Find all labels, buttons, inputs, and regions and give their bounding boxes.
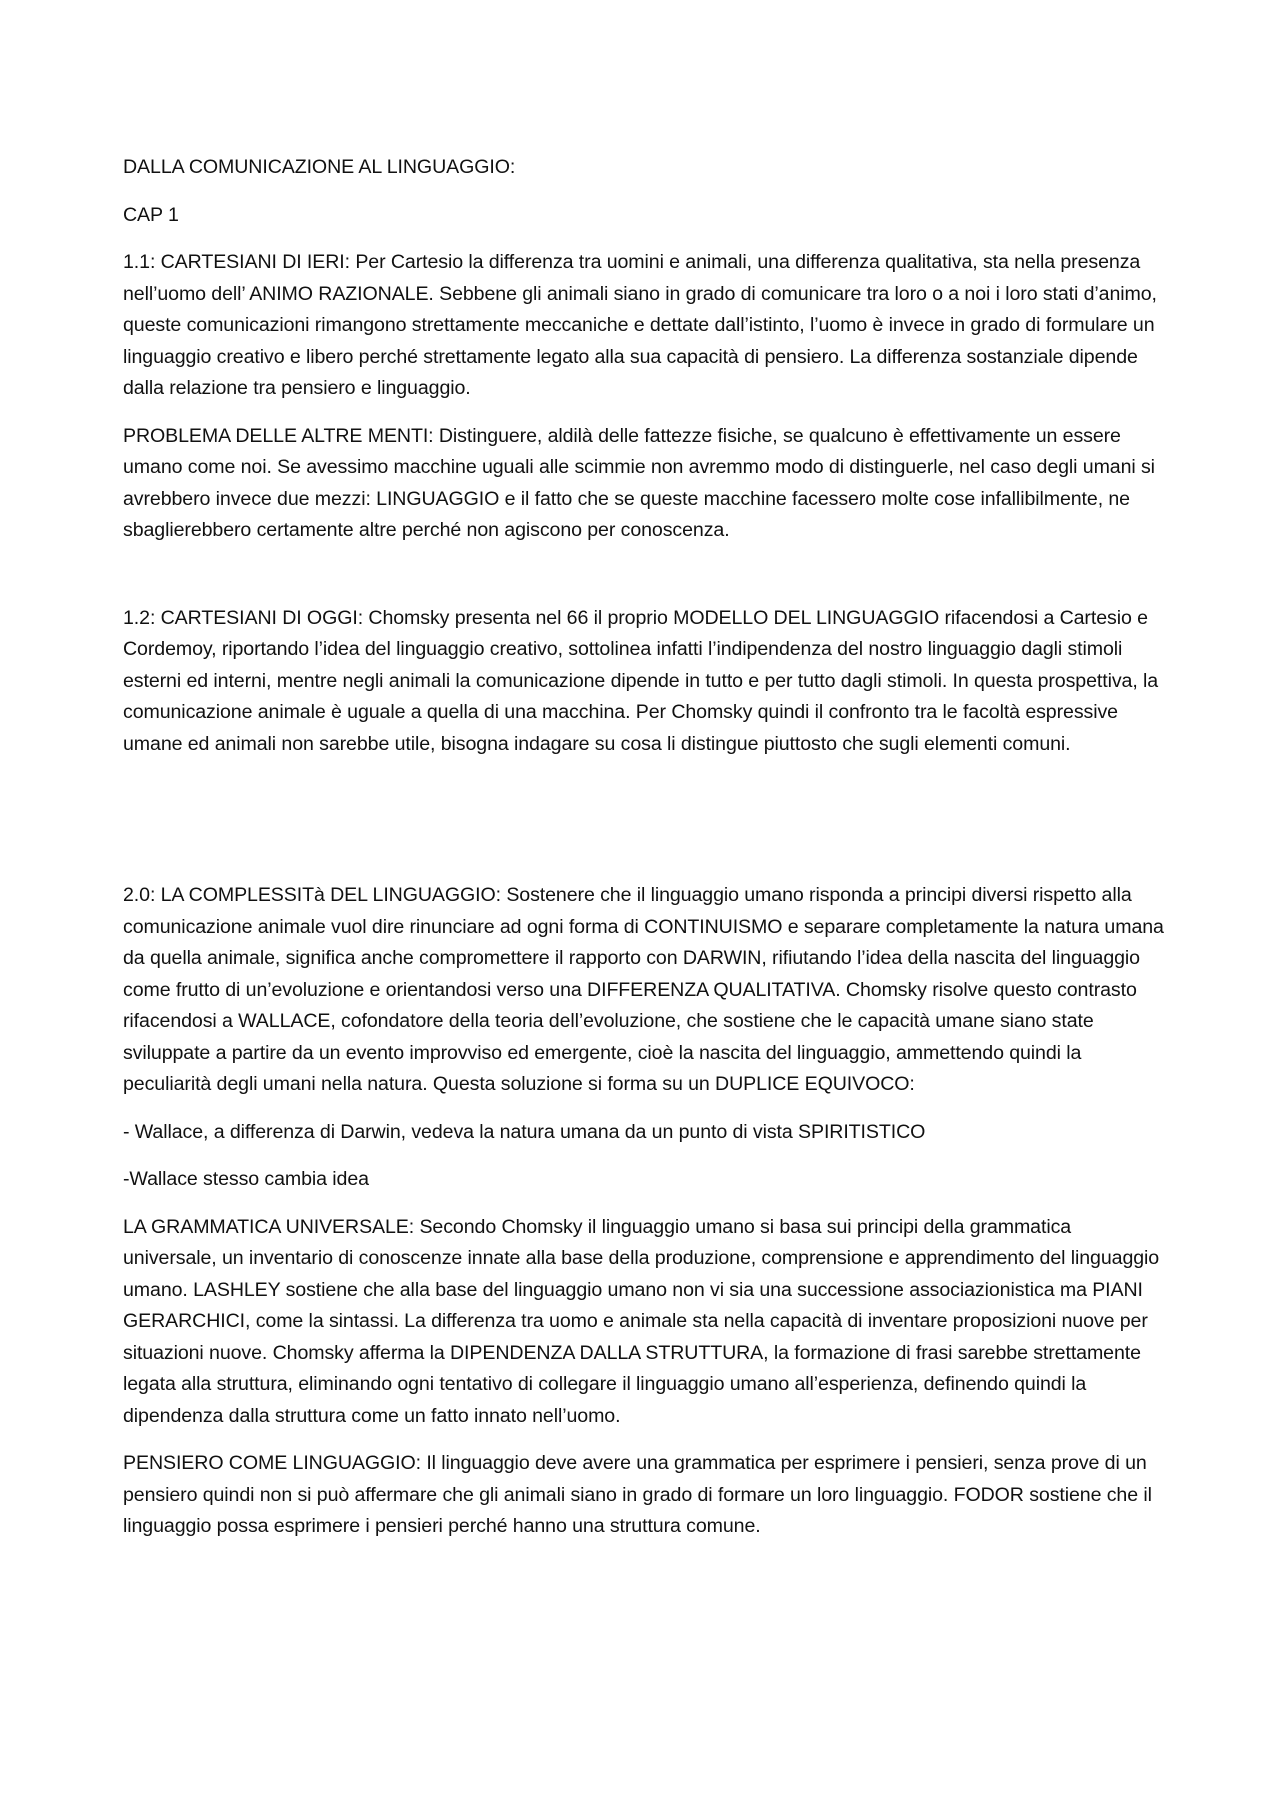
- paragraph-complessita-linguaggio: 2.0: LA COMPLESSITà DEL LINGUAGGIO: Sostenere che il linguaggio umano risponda a principi diversi rispetto alla comunicazione animale vuol dire rinunciare ad ogni forma di CONTINUISMO e separare completamente la natura umana da quella animale, significa anche compromettere il rapporto con DARWIN, rifiutando l’idea della nascita del linguaggio come frutto di un’evoluzione e orientandosi verso una DIFFERENZA QUALITATIVA. Chomsky risolve questo contrasto rifacendosi a WALLACE, cofondatore della teoria dell’evoluzione, che sostiene che le capacità umane siano state sviluppate a partire da un evento improvviso ed emergente, cioè la nascita del linguaggio, ammettendo quindi la peculiarità degli umani nella natura. Questa soluzione si forma su un DUPLICE EQUIVOCO:: [123, 884, 1164, 1095]
- paragraph-pensiero-come-linguaggio: PENSIERO COME LINGUAGGIO: Il linguaggio deve avere una grammatica per esprimere i pensieri, senza prove di un pensiero quindi non si può affermare che gli animali siano in grado di formare un loro linguaggio. FODOR sostiene che il linguaggio possa esprimere i pensieri perché hanno una struttura comune.: [123, 1452, 1152, 1537]
- list-item-wallace-cambia-idea: -Wallace stesso cambia idea: [123, 1168, 369, 1190]
- paragraph-cartesiani-di-oggi: 1.2: CARTESIANI DI OGGI: Chomsky presenta nel 66 il proprio MODELLO DEL LINGUAGGIO rifacendosi a Cartesio e Cordemoy, riportando l’idea del linguaggio creativo, sottolinea infatti l’indipendenza del nostro linguaggio dagli stimoli esterni ed interni, mentre negli animali la comunicazione dipende in tutto e per tutto dagli stimoli. In questa prospettiva, la comunicazione animale è uguale a quella di una macchina. Per Chomsky quindi il confronto tra le facoltà espressive umane ed animali non sarebbe utile, bisogna indagare su cosa li distingue piuttosto che sugli elementi comuni.: [123, 606, 1159, 755]
- blank-line: [123, 563, 1168, 603]
- paragraph-grammatica-universale: LA GRAMMATICA UNIVERSALE: Secondo Chomsky il linguaggio umano si basa sui principi della grammatica universale, un inventario di conoscenze innate alla base della produzione, comprensione e apprendimento del linguaggio umano. LASHLEY sostiene che alla base del linguaggio umano non vi sia una successione associazionistica ma PIANI GERARCHICI, come la sintassi. La differenza tra uomo e animale sta nella capacità di inventare proposizioni nuove per situazioni nuove. Chomsky afferma la DIPENDENZA DALLA STRUTTURA, la formazione di frasi sarebbe strettamente legata alla struttura, eliminando ogni tentativo di collegare il linguaggio umano all’esperienza, definendo quindi la dipendenza dalla struttura come un fatto innato nell’uomo.: [123, 1215, 1160, 1427]
- paragraph-problema-altre-menti: PROBLEMA DELLE ALTRE MENTI: Distinguere, aldilà delle fattezze fisiche, se qualcuno è effettivamente un essere umano come noi. Se avessimo macchine uguali alle scimmie non avremmo modo di distinguerle, nel caso degli umani si avrebbero invece due mezzi: LINGUAGGIO e il fatto che se queste macchine facessero molte cose infallibilmente, ne sbaglierebbero certamente altre perché non agiscono per conoscenza.: [123, 424, 1155, 541]
- list-item-wallace-spiritistico: - Wallace, a differenza di Darwin, vedeva la natura umana da un punto di vista SPIRITISTICO: [123, 1120, 926, 1143]
- paragraph-cartesiani-di-ieri: 1.1: CARTESIANI DI IERI: Per Cartesio la differenza tra uomini e animali, una differenza qualitativa, sta nella presenza nell’uomo dell’ ANIMO RAZIONALE. Sebbene gli animali siano in grado di comunicare tra loro o a noi i loro stati d’animo, queste comunicazioni rimangono strettamente meccaniche e dettate dall’istinto, l’uomo è invece in grado di formulare un linguaggio creativo e libero perché strettamente legato alla sua capacità di pensiero. La differenza sostanziale dipende dalla relazione tra pensiero e linguaggio.: [123, 251, 1157, 399]
- document-title: DALLA COMUNICAZIONE AL LINGUAGGIO:: [123, 156, 516, 178]
- blank-line: [123, 776, 1168, 880]
- chapter-heading: CAP 1: [123, 203, 179, 226]
- document-body: [123, 152, 1168, 1559]
